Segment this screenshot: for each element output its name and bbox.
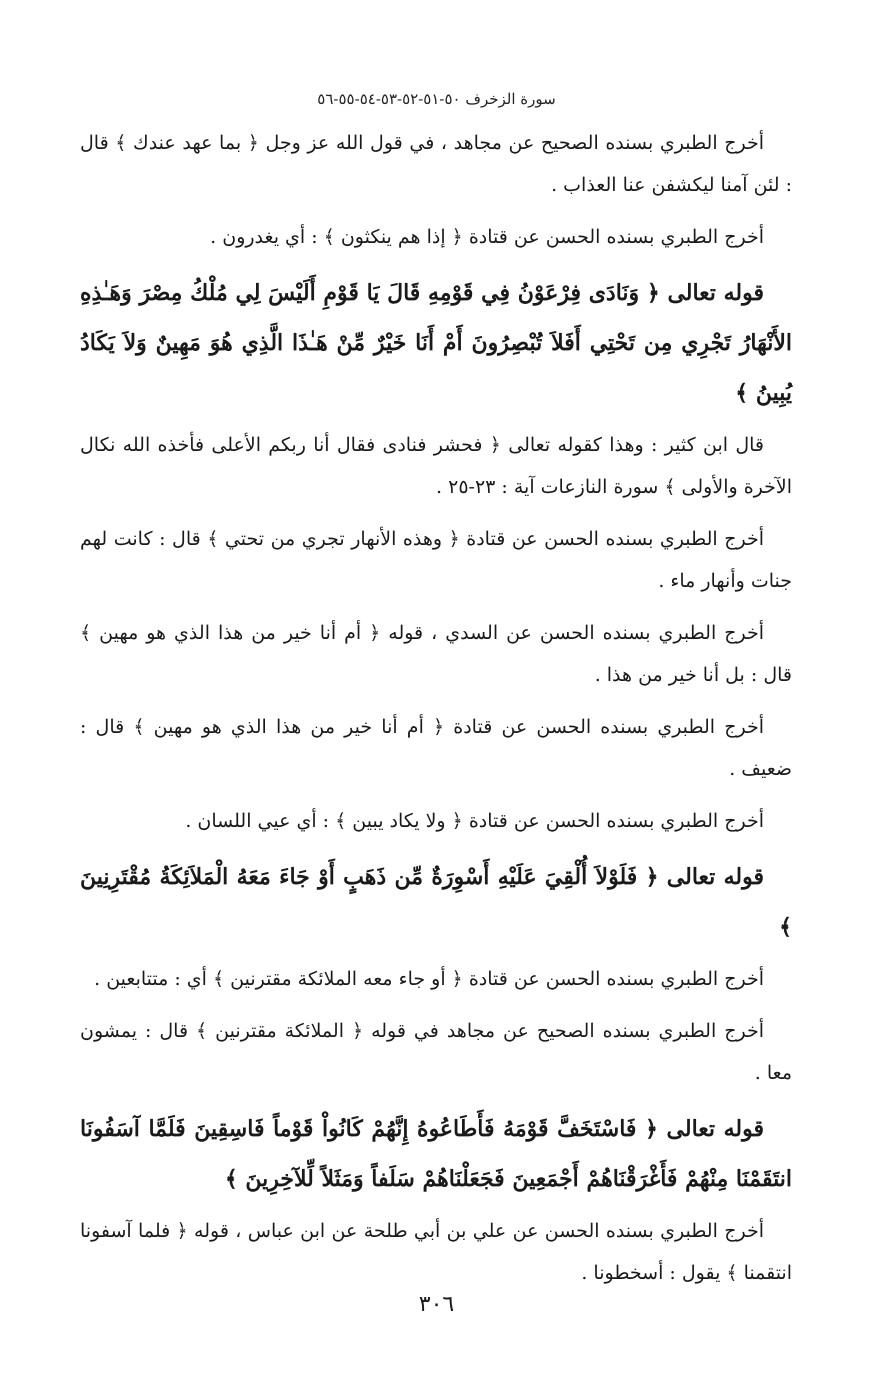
paragraph-suddi-mahin: أخرج الطبري بسنده الحسن عن السدي ، قوله ﴿ أم أنا خير من هذا الذي هو مهين ﴾ قال : بل أنا خير من هذا .: [80, 622, 792, 686]
verse-bracelets: قوله تعالى ﴿ فَلَوْلاَ أُلْقِيَ عَلَيْهِ أَسْوِرَةٌ مِّن ذَهَبٍ أَوْ جَاءَ مَعَهُ الْمَلاَئِكَةُ مُقْتَرِنِينَ ﴾: [80, 864, 792, 940]
paragraph-qatada-yubin: أخرج الطبري بسنده الحسن عن قتادة ﴿ ولا يكاد يبين ﴾ : أي عيي اللسان .: [185, 810, 764, 832]
paragraph-qatada-yankuthun: أخرج الطبري بسنده الحسن عن قتادة ﴿ إذا هم ينكثون ﴾ : أي يغدرون .: [210, 226, 764, 248]
paragraph-mujahid-muqtarinin: أخرج الطبري بسنده الصحيح عن مجاهد في قوله ﴿ الملائكة مقترنين ﴾ قال : يمشون معا .: [80, 1020, 792, 1084]
verse-istakhaffa: قوله تعالى ﴿ فَاسْتَخَفَّ قَوْمَهُ فَأَطَاعُوهُ إِنَّهُمْ كَانُواْ قَوْماً فَاسِقِينَ فَلَمَّا آسَفُونَا انتَقَمْنَا مِنْهُمْ فَأَغْرَقْنَاهُمْ أَجْمَعِينَ فَجَعَلْنَاهُمْ سَلَفاً وَمَثَلاً لِّلآخِرِينَ ﴾: [80, 1116, 792, 1192]
paragraph-ibn-kathir: قال ابن كثير : وهذا كقوله تعالى ﴿ فحشر فنادى فقال أنا ربكم الأعلى فأخذه الله نكال الآخرة والأولى ﴾ سورة النازعات آية : ٢٣-٢٥ .: [80, 434, 792, 498]
running-header: سورة الزخرف ٥٠-٥١-٥٢-٥٣-٥٤-٥٥-٥٦: [317, 90, 556, 108]
page-number: ٣٠٦: [418, 1292, 455, 1317]
paragraph-mujahid-ahd: أخرج الطبري بسنده الصحيح عن مجاهد ، في قول الله عز وجل ﴿ بما عهد عندك ﴾ قال : لئن آمنا ليكشفن عنا العذاب .: [80, 132, 792, 196]
paragraph-qatada-rivers: أخرج الطبري بسنده الحسن عن قتادة ﴿ وهذه الأنهار تجري من تحتي ﴾ قال : كانت لهم جنات وأنهار ماء .: [80, 528, 792, 592]
paragraph-qatada-mahin: أخرج الطبري بسنده الحسن عن قتادة ﴿ أم أنا خير من هذا الذي هو مهين ﴾ قال : ضعيف .: [80, 716, 792, 780]
paragraph-qatada-muqtarinin: أخرج الطبري بسنده الحسن عن قتادة ﴿ أو جاء معه الملائكة مقترنين ﴾ أي : متتابعين .: [94, 968, 764, 990]
verse-firawn-calls: قوله تعالى ﴿ وَنَادَى فِرْعَوْنُ فِي قَوْمِهِ قَالَ يَا قَوْمِ أَلَيْسَ لِي مُلْكُ مِصْرَ وَهَـٰذِهِ الأَنْهَارُ تَجْرِي مِن تَحْتِي أَفَلاَ تُبْصِرُونَ أَمْ أَنَا خَيْرٌ مِّنْ هَـٰذَا الَّذِي هُوَ مَهِينٌ وَلاَ يَكَادُ يُبِينُ ﴾: [80, 280, 792, 406]
paragraph-ibn-abbas-asafuna: أخرج الطبري بسنده الحسن عن علي بن أبي طلحة عن ابن عباس ، قوله ﴿ فلما آسفونا انتقمنا ﴾ يقول : أسخطونا .: [80, 1220, 792, 1284]
page-body: [80, 122, 792, 1304]
